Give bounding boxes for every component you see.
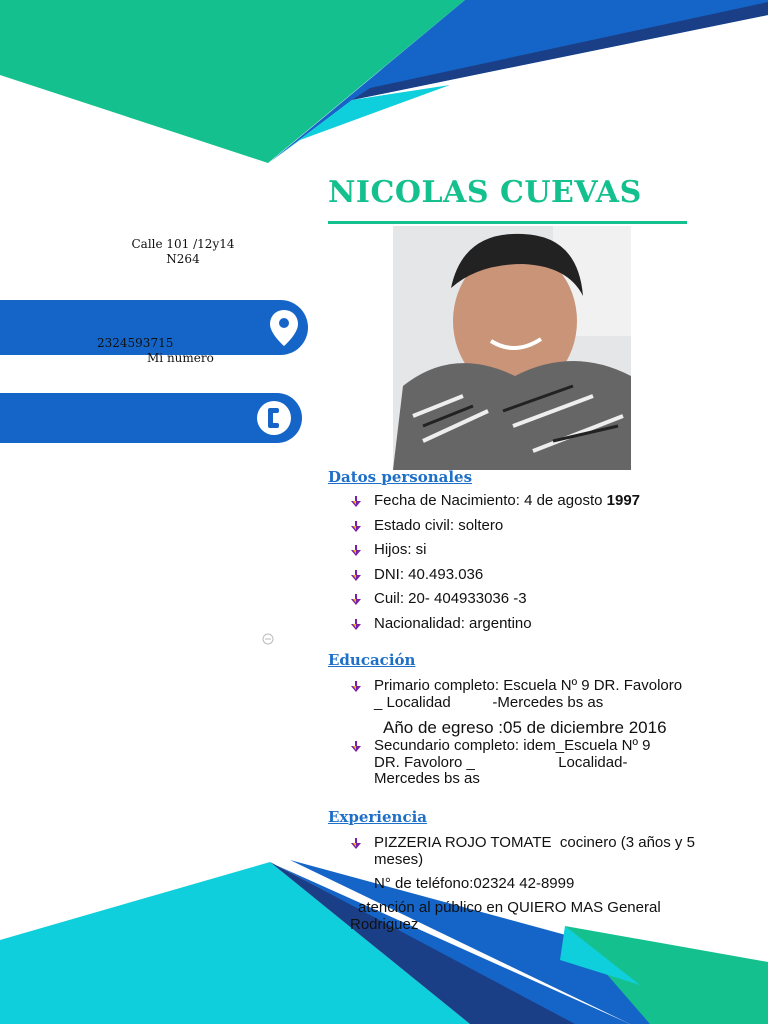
civil-status: Estado civil: soltero (374, 516, 504, 534)
list-item (350, 834, 700, 868)
list-item (350, 678, 690, 711)
graduation-date: Año de egreso :05 de diciembre 2016 (383, 718, 667, 737)
arrow-down-bullet-icon (350, 681, 362, 693)
experience-list (350, 834, 700, 868)
education-title: Educación (328, 651, 416, 669)
nationality: Nacionalidad: argentino (374, 614, 532, 632)
birth-date-label: Fecha de Nacimiento: 4 de agosto (374, 492, 607, 509)
arrow-down-bullet-icon (350, 838, 362, 850)
list-item (350, 518, 690, 535)
experience-title: Experiencia (328, 808, 428, 826)
personal-data-list (350, 493, 690, 640)
small-decorative-icon (261, 632, 275, 646)
arrow-down-bullet-icon (350, 521, 362, 533)
list-item (350, 493, 690, 510)
phone-number: 2324593715 (97, 336, 174, 350)
candidate-name: NICOLAS CUEVAS (328, 175, 642, 210)
education-secondary-list (350, 738, 680, 788)
list-item (350, 567, 690, 584)
list-item (350, 542, 690, 559)
arrow-down-bullet-icon (350, 619, 362, 631)
list-item (350, 738, 680, 788)
job2-line-1: atención al público en QUIERO MAS General (358, 899, 661, 916)
phone-icon (256, 400, 292, 436)
name-underline (328, 221, 687, 224)
birth-year: 1997 (606, 492, 641, 509)
arrow-down-bullet-icon (350, 570, 362, 582)
map-pin-icon (268, 309, 300, 347)
education-primary-list (350, 678, 690, 711)
list-item (350, 616, 690, 633)
arrow-down-bullet-icon (350, 496, 362, 508)
phone-label: Mi numero (147, 351, 214, 365)
address (108, 237, 258, 267)
arrow-down-bullet-icon (350, 741, 362, 753)
secondary-education: Secundario completo: idem_Escuela Nº 9 DR. Favoloro _ Localidad- Mercedes bs as (374, 737, 655, 787)
arrow-down-bullet-icon (350, 594, 362, 606)
primary-education: Primario completo: Escuela Nº 9 DR. Favoloro _ Localidad -Mercedes bs as (374, 677, 687, 711)
job-phone: N° de teléfono:02324 42-8999 (374, 875, 575, 892)
list-item (350, 591, 690, 608)
address-line-1: Calle 101 /12y14 (131, 237, 235, 251)
arrow-down-bullet-icon (350, 545, 362, 557)
dni: DNI: 40.493.036 (374, 565, 484, 583)
profile-photo (393, 226, 631, 470)
job-entry: PIZZERIA ROJO TOMATE cocinero (3 años y 5 meses) (374, 834, 700, 868)
children: Hijos: si (374, 541, 427, 558)
address-line-2: N264 (166, 252, 200, 266)
job2-line-2: Rodriguez (350, 916, 419, 933)
personal-data-title: Datos personales (328, 468, 473, 486)
cuil: Cuil: 20- 404933036 -3 (374, 590, 527, 607)
